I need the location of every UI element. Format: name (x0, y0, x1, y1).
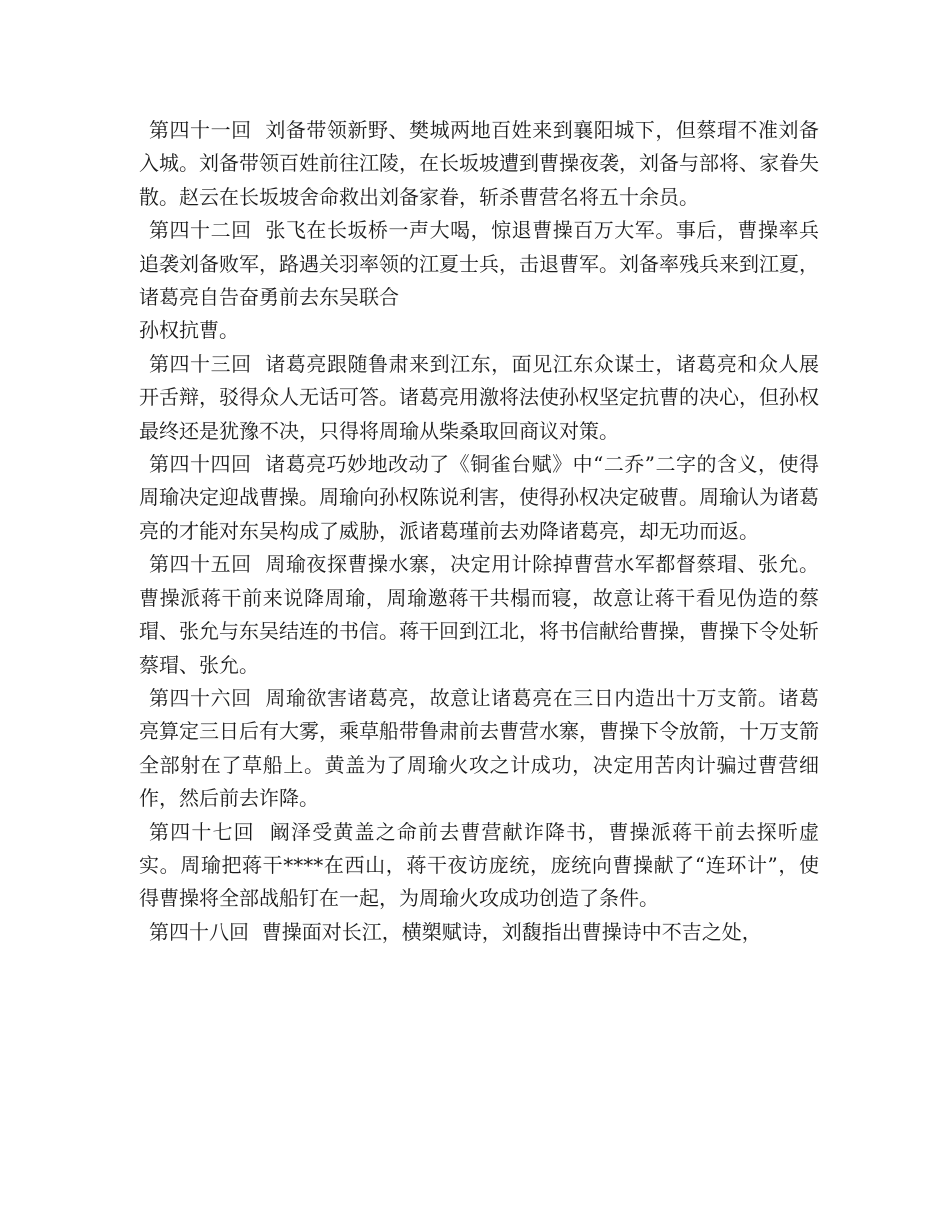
paragraph-chapter-42-continuation: 孙权抗曹。 (139, 318, 239, 343)
paragraph-chapter-48: 第四十八回 曹操面对长江，横槊赋诗，刘馥指出曹操诗中不吉之处， (149, 919, 762, 944)
paragraph-chapter-43: 第四十三回 诸葛亮跟随鲁肃来到江东，面见江东众谋士，诸葛亮和众人展开舌辩，驳得众人无话可答。诸葛亮用激将法使孙权坚定抗曹的决心，但孙权最终还是犹豫不决，只得将周瑜从柴桑取回商议对策。 (139, 351, 819, 443)
paragraph-chapter-44: 第四十四回 诸葛亮巧妙地改动了《铜雀台赋》中“二乔”二字的含义，使得周瑜决定迎战曹操。周瑜向孙权陈说利害，使得孙权决定破曹。周瑜认为诸葛亮的才能对东吴构成了威胁，派诸葛瑾前去劝降诸葛亮，却无功而返。 (139, 452, 819, 543)
paragraph-chapter-47: 第四十七回 阚泽受黄盖之命前去曹营献诈降书，曹操派蒋干前去探听虚实。周瑜把蒋干****在西山，蒋干夜访庞统，庞统向曹操献了“连环计”，使得曹操将全部战船钉在一起，为周瑜火攻成功创造了条件。 (139, 819, 819, 911)
paragraph-chapter-41: 第四十一回 刘备带领新野、樊城两地百姓来到襄阳城下，但蔡瑁不准刘备入城。刘备带领百姓前往江陵，在长坂坡遭到曹操夜袭，刘备与部将、家眷失散。赵云在长坂坡舍命救出刘备家眷，斩杀曹营名将五十余员。 (139, 118, 819, 209)
paragraph-chapter-42: 第四十二回 张飞在长坂桥一声大喝，惊退曹操百万大军。事后，曹操率兵追袭刘备败军，路遇关羽率领的江夏士兵，击退曹军。刘备率残兵来到江夏，诸葛亮自告奋勇前去东吴联合 (139, 218, 819, 310)
paragraph-chapter-45: 第四十五回 周瑜夜探曹操水寨，决定用计除掉曹营水军都督蔡瑁、张允。曹操派蒋干前来说降周瑜，周瑜邀蒋干共榻而寝，故意让蒋干看见伪造的蔡瑁、张允与东吴结连的书信。蒋干回到江北，将书信献给曹操，曹操下令处斩蔡瑁、张允。 (139, 552, 819, 677)
paragraph-chapter-46: 第四十六回 周瑜欲害诸葛亮，故意让诸葛亮在三日内造出十万支箭。诸葛亮算定三日后有大雾，乘草船带鲁肃前去曹营水寨，曹操下令放箭，十万支箭全部射在了草船上。黄盖为了周瑜火攻之计成功，决定用苦肉计骗过曹营细作，然后前去诈降。 (139, 685, 819, 811)
document-body (139, 114, 819, 949)
